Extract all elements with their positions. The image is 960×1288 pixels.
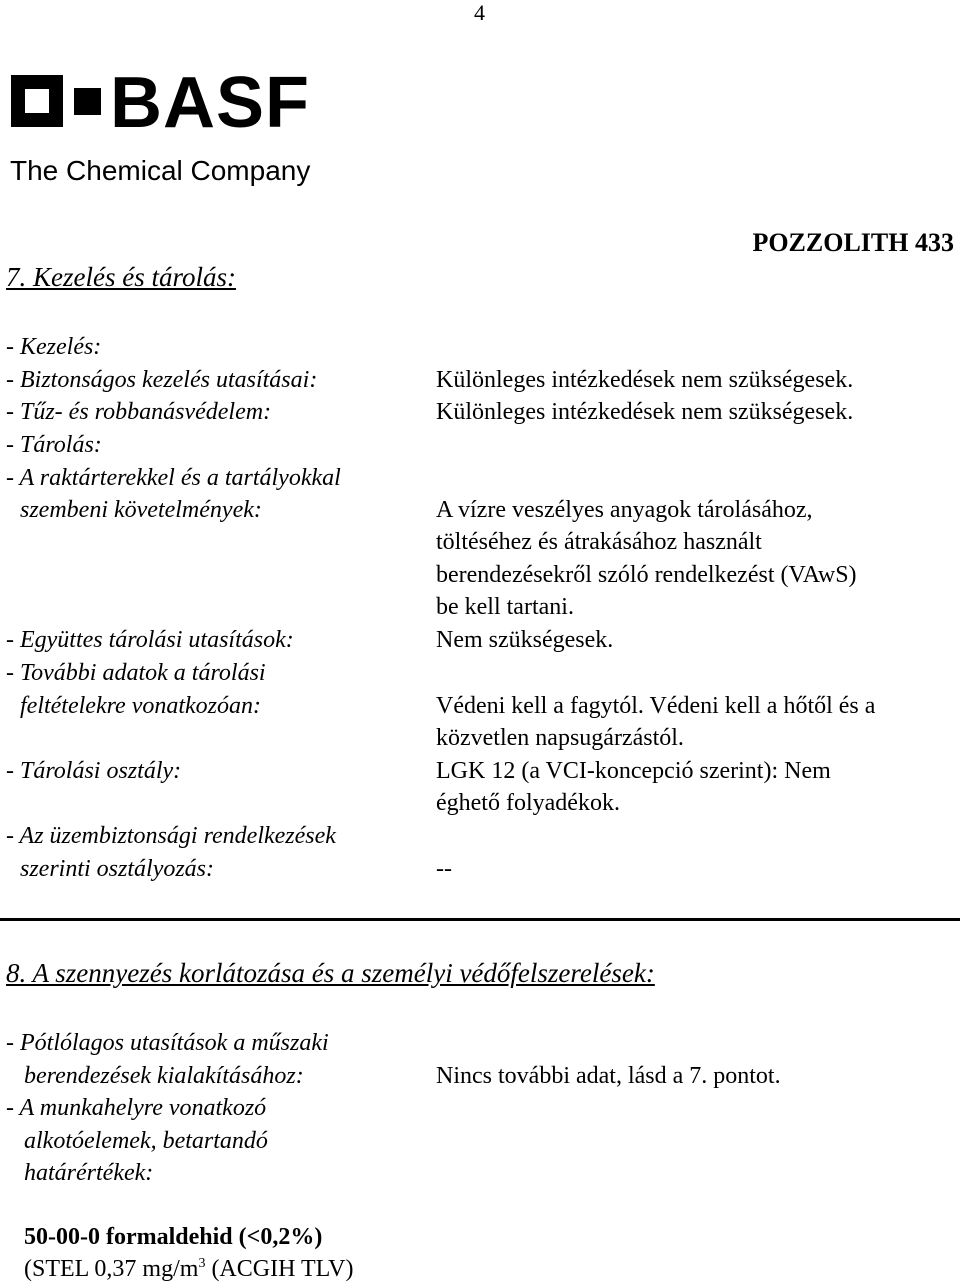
label-tarolasi-osztaly: - Tárolási osztály: bbox=[6, 758, 182, 784]
value-raktar-line3: berendezésekről szóló rendelkezést (VAwS) bbox=[436, 562, 857, 588]
substance-limit bbox=[24, 1256, 353, 1283]
label-kezeles: - Kezelés: bbox=[6, 334, 102, 360]
svg-text:The Chemical Company: The Chemical Company bbox=[10, 155, 311, 186]
label-tuz-robbanasvedelem: - Tűz- és robbanásvédelem: bbox=[6, 399, 272, 425]
value-uzembiztonsagi: -- bbox=[436, 856, 452, 882]
page-number: 4 bbox=[474, 0, 485, 25]
label-biztonsagos-kezeles: - Biztonságos kezelés utasításai: bbox=[6, 367, 318, 393]
section-8-title: 8. A szennyezés korlátozása és a személyi védőfelszerelések: bbox=[6, 958, 655, 988]
label-raktar-line1: - A raktárterekkel és a tartályokkal bbox=[6, 465, 341, 491]
label-munkahely-line3: határértékek: bbox=[24, 1160, 154, 1186]
substance-limit-suffix: (ACGIH TLV) bbox=[205, 1256, 354, 1282]
value-egyuttes-tarolas: Nem szükségesek. bbox=[436, 627, 614, 653]
substance-name: 50-00-0 formaldehid (<0,2%) bbox=[24, 1224, 323, 1250]
label-uzembiztonsagi-line1: - Az üzembiztonsági rendelkezések bbox=[6, 823, 336, 849]
label-munkahely-line1: - A munkahelyre vonatkozó bbox=[6, 1095, 267, 1121]
product-name: POZZOLITH 433 bbox=[752, 228, 954, 257]
label-tovabbi-adatok-line2: feltételekre vonatkozóan: bbox=[20, 693, 262, 719]
value-raktar-line2: töltéséhez és átrakásához használt bbox=[436, 529, 762, 555]
basf-logo-mark bbox=[8, 70, 328, 190]
value-tovabbi-adatok-line1: Védeni kell a fagytól. Védeni kell a hőtől és a bbox=[436, 693, 876, 719]
label-egyuttes-tarolas: - Együttes tárolási utasítások: bbox=[6, 627, 294, 653]
value-tarolasi-osztaly-line2: éghető folyadékok. bbox=[436, 790, 620, 816]
value-raktar-line1: A vízre veszélyes anyagok tárolásához, bbox=[436, 497, 813, 523]
label-potlolagos-line2: berendezések kialakításához: bbox=[24, 1063, 304, 1089]
label-potlolagos-line1: - Pótlólagos utasítások a műszaki bbox=[6, 1030, 329, 1056]
label-uzembiztonsagi-line2: szerinti osztályozás: bbox=[20, 856, 215, 882]
label-tovabbi-adatok-line1: - További adatok a tárolási bbox=[6, 660, 266, 686]
label-munkahely-line2: alkotóelemek, betartandó bbox=[24, 1128, 268, 1154]
value-potlolagos: Nincs további adat, lásd a 7. pontot. bbox=[436, 1063, 781, 1089]
value-tuz-robbanasvedelem: Különleges intézkedések nem szükségesek. bbox=[436, 399, 854, 425]
svg-text:BASF: BASF bbox=[110, 70, 310, 143]
substance-limit-prefix: (STEL 0,37 mg/m bbox=[24, 1256, 199, 1282]
label-tarolas: - Tárolás: bbox=[6, 432, 102, 458]
value-raktar-line4: be kell tartani. bbox=[436, 594, 574, 620]
value-tarolasi-osztaly-line1: LGK 12 (a VCI-koncepció szerint): Nem bbox=[436, 758, 831, 784]
section-divider bbox=[0, 918, 960, 921]
substance-limit-sup: 3 bbox=[198, 1256, 206, 1271]
label-raktar-line2: szembeni követelmények: bbox=[20, 497, 262, 523]
section-7-title: 7. Kezelés és tárolás: bbox=[6, 262, 236, 292]
value-tovabbi-adatok-line2: közvetlen napsugárzástól. bbox=[436, 725, 684, 751]
value-biztonsagos-kezeles: Különleges intézkedések nem szükségesek. bbox=[436, 367, 854, 393]
basf-logo bbox=[8, 70, 328, 190]
